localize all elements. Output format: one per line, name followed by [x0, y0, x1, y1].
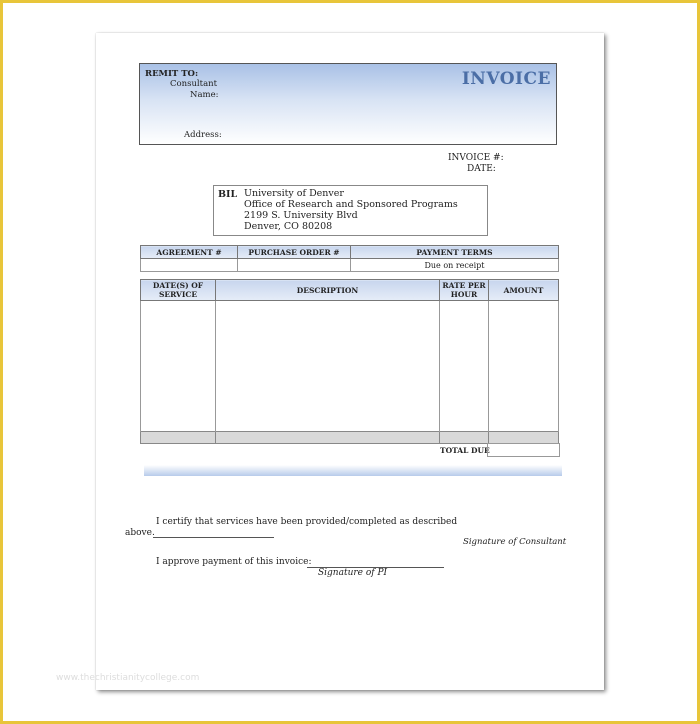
- rate-per-hour-cell[interactable]: [440, 301, 489, 432]
- subtotal-cell: [141, 432, 216, 444]
- subtotal-cell: [489, 432, 559, 444]
- description-cell[interactable]: [216, 301, 440, 432]
- certify-text-continued: above.: [125, 528, 155, 538]
- purchase-order-header: PURCHASE ORDER #: [238, 246, 351, 259]
- certify-signature-line[interactable]: [153, 537, 274, 538]
- agreement-value[interactable]: [141, 259, 238, 272]
- certify-text: I certify that services have been provided/completed as described: [156, 517, 458, 527]
- items-table: [140, 279, 559, 444]
- dates-of-service-cell[interactable]: [141, 301, 216, 432]
- watermark-text: www.thechristianitycollege.com: [56, 673, 200, 683]
- subtotal-cell: [216, 432, 440, 444]
- payment-terms-header: PAYMENT TERMS: [351, 246, 559, 259]
- approve-text: I approve payment of this invoice:: [156, 557, 312, 567]
- bill-to-line: University of Denver: [244, 188, 344, 199]
- description-header: DESCRIPTION: [216, 280, 440, 301]
- purchase-order-value[interactable]: [238, 259, 351, 272]
- agreement-header: AGREEMENT #: [141, 246, 238, 259]
- terms-table: [140, 245, 559, 272]
- remit-consultant-label: Consultant: [170, 79, 218, 89]
- subtotal-cell: [440, 432, 489, 444]
- invoice-number-label: INVOICE #:: [448, 153, 504, 163]
- payment-terms-value[interactable]: Due on receipt: [351, 259, 559, 272]
- remit-to-header: REMIT TO:: [145, 69, 199, 79]
- invoice-date-label: DATE:: [467, 164, 496, 174]
- rate-per-hour-header: RATE PER HOUR: [440, 280, 489, 301]
- invoice-page: [56, 33, 604, 690]
- bill-to-line: Office of Research and Sponsored Programs: [244, 199, 458, 210]
- remit-name-label: Name:: [190, 90, 219, 100]
- total-due-field[interactable]: [487, 443, 560, 457]
- bill-to-line: Denver, CO 80208: [244, 221, 333, 232]
- dates-of-service-header: DATE(S) OF SERVICE: [141, 280, 216, 301]
- invoice-title: INVOICE: [461, 69, 551, 89]
- total-due-label: TOTAL DUE: [440, 446, 490, 455]
- bill-to-box: [213, 185, 488, 236]
- remit-address-label: Address:: [184, 130, 222, 140]
- bill-to-label: BIL: [218, 189, 238, 200]
- signature-pi-label: Signature of PI: [318, 568, 388, 578]
- remit-to-box: [139, 63, 557, 145]
- amount-header: AMOUNT: [489, 280, 559, 301]
- bill-to-line: 2199 S. University Blvd: [244, 210, 358, 221]
- signature-consultant-label: Signature of Consultant: [463, 537, 567, 547]
- amount-cell[interactable]: [489, 301, 559, 432]
- divider-bar: [144, 465, 562, 476]
